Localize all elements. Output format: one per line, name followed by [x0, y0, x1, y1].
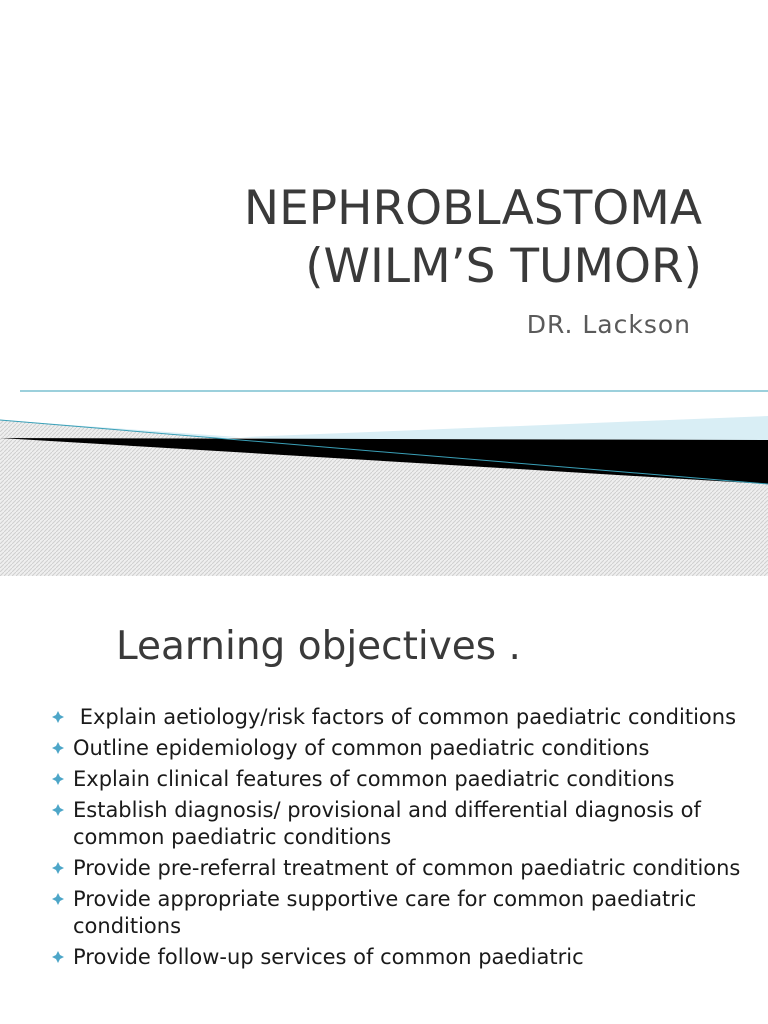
- objectives-slide: [0, 576, 768, 1024]
- diamond-bullet-icon: [52, 893, 64, 905]
- list-item: [52, 704, 752, 731]
- list-item-text: Establish diagnosis/ provisional and differential diagnosis of common paediatric conditions: [73, 798, 701, 849]
- title-line-2: (WILM’S TUMOR): [305, 239, 702, 294]
- title-line-1: NEPHROBLASTOMA: [243, 181, 702, 236]
- objectives-list: [52, 704, 752, 975]
- list-item: [52, 886, 752, 940]
- slide-title: [244, 180, 702, 296]
- objectives-heading: Learning objectives .: [116, 624, 521, 669]
- diamond-bullet-icon: [52, 862, 64, 874]
- diamond-bullet-icon: [52, 804, 64, 816]
- diamond-bullet-icon: [52, 773, 64, 785]
- diamond-bullet-icon: [52, 951, 64, 963]
- diamond-bullet-icon: [52, 711, 64, 723]
- list-item-text: Explain aetiology/risk factors of common paediatric conditions: [73, 705, 737, 729]
- list-item-text: Outline epidemiology of common paediatric conditions: [73, 736, 650, 760]
- list-item-text: Provide follow-up services of common paediatric: [73, 945, 584, 969]
- list-item-text: Provide appropriate supportive care for common paediatric conditions: [73, 887, 697, 938]
- diamond-bullet-icon: [52, 742, 64, 754]
- slide-subtitle: DR. Lackson: [526, 310, 691, 339]
- list-item: [52, 944, 752, 971]
- list-item: [52, 797, 752, 851]
- list-item: [52, 855, 752, 882]
- decorative-bands: [0, 380, 768, 576]
- list-item: [52, 766, 752, 793]
- list-item: [52, 735, 752, 762]
- list-item-text: Explain clinical features of common paediatric conditions: [73, 767, 675, 791]
- list-item-text: Provide pre-referral treatment of common paediatric conditions: [73, 856, 741, 880]
